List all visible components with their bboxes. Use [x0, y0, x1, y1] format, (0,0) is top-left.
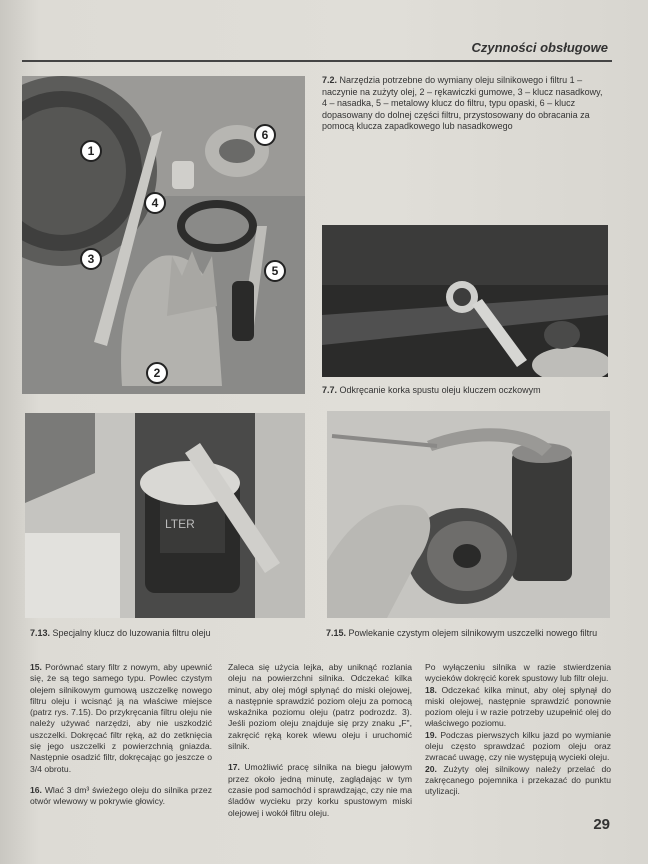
paragraph-18-number: 18. [425, 684, 437, 695]
text-column-2 [228, 662, 412, 829]
paragraph-20-number: 20. [425, 763, 437, 774]
paragraph-15 [30, 662, 212, 775]
paragraph-17-number: 17. [228, 762, 240, 773]
page-number: 29 [593, 816, 610, 833]
caption-7-15-text: Powlekanie czystym olejem silnikowym uszczelki nowego filtru [346, 628, 598, 638]
paragraph-17 [228, 762, 412, 818]
caption-7-2-text: Narzędzia potrzebne do wymiany oleju silnikowego i filtru 1 – naczynie na zużyty olej, 2 – rękawiczki gumowe, 3 – klucz nasadkowy, 4 – nasadka, 5 – metalowy klucz do filtru, typu opaski, 6 – klucz dopasowany do dolnej części filtru, przystosowany do obracania za pomocą klucza zapadkowego lub nasadkowego [322, 75, 603, 131]
caption-7-13-text: Specjalny klucz do luzowania filtru oleju [50, 628, 211, 638]
svg-text:LTER: LTER [165, 517, 195, 531]
paragraph-16-text: Wlać 3 dm³ świeżego oleju do silnika przez otwór wlewowy w pokrywie głowicy. [30, 784, 212, 807]
paragraph-19-text: Podczas pierwszych kilku jazd po wymianie oleju często sprawdzać poziom oleju oraz zwracać uwagę, czy nie występują wycieki oleju. [425, 729, 611, 763]
filter-wrench-photo [25, 413, 305, 618]
callout-3: 3 [80, 248, 102, 270]
drain-plug-photo [322, 225, 608, 377]
paragraph-16-number: 16. [30, 784, 42, 795]
callout-5: 5 [264, 260, 286, 282]
text-column-1 [30, 662, 212, 818]
paragraph-18 [425, 685, 611, 730]
callout-6: 6 [254, 124, 276, 146]
paragraph-19-number: 19. [425, 729, 437, 740]
paragraph-16 [30, 785, 212, 808]
caption-7-13-number: 7.13. [30, 628, 51, 638]
callout-4: 4 [144, 192, 166, 214]
header-rule [22, 60, 612, 62]
paragraph-20-text: Zużyty olej silnikowy należy przelać do zakręcanego pojemnika i przekazać do punktu utylizacji. [425, 763, 611, 797]
caption-7-7 [322, 385, 608, 397]
paragraph-15-number: 15. [30, 662, 42, 672]
paragraph-19 [425, 730, 611, 764]
caption-7-2-number: 7.2. [322, 75, 338, 85]
callout-1: 1 [80, 140, 102, 162]
paragraph-18-text: Odczekać kilka minut, aby olej spłynął do miski olejowej, następnie sprawdzić ponownie poziom oleju i w razie potrzeby uzupełnić olej do właściwego poziomu. [425, 684, 611, 729]
callout-2: 2 [146, 362, 168, 384]
tools-photo [22, 76, 305, 394]
caption-7-15 [326, 628, 616, 640]
caption-7-15-number: 7.15. [326, 628, 347, 638]
section-header: Czynności obsługowe [471, 40, 608, 55]
paragraph-16-continued: Zaleca się użycia lejka, aby uniknąć rozlania oleju na powierzchni silnika. Odczekać kilka minut, aby olej mógł spłynąć do miski olejowej, a następnie sprawdzić poziom oleju za pomocą wskaźnika poziomu oleju (patrz podrozdz. 3). Jeśli poziom oleju znajduje się przy znaku „F", zakręcić ręką korek wlewu oleju i uruchomić silnik. [228, 662, 412, 752]
paragraph-17-continued: Po wyłączeniu silnika w razie stwierdzenia wycieków dokręcić korek spustowy lub filtr oleju. [425, 662, 611, 684]
caption-7-13 [30, 628, 310, 640]
caption-7-7-text: Odkręcanie korka spustu oleju kluczem oczkowym [337, 385, 541, 395]
oil-can-photo [327, 411, 610, 618]
caption-7-7-number: 7.7. [322, 385, 338, 395]
text-column-3 [425, 662, 611, 808]
paragraph-17-text: Umożliwić pracę silnika na biegu jałowym przez około jedną minutę, zaglądając w tym czasie pod samochód i sprawdzając, czy nie ma śladów wycieku przy korku spustowym miski olejowej i wokół filtru oleju. [228, 762, 412, 818]
paragraph-15-text: Porównać stary filtr z nowym, aby upewnić się, że są tego samego typu. Powlec czystym olejem silnikowym gumową uszczelkę nowego filtru oleju i wcisnąć ją na właściwe miejsce (patrz rys. 7.15). Do przykręcania filtru oleju nie należy używać narzędzi, aby nie uszkodzić uszczelki. Dokręcać filtr ręką, aż do zetknięcia się jego uszczelki z powierzchnią gniazda. Następnie osadzić filtr, dokręcając go jeszcze o 3/4 obrotu. [30, 662, 212, 774]
paragraph-20 [425, 764, 611, 798]
caption-7-2 [322, 75, 608, 133]
